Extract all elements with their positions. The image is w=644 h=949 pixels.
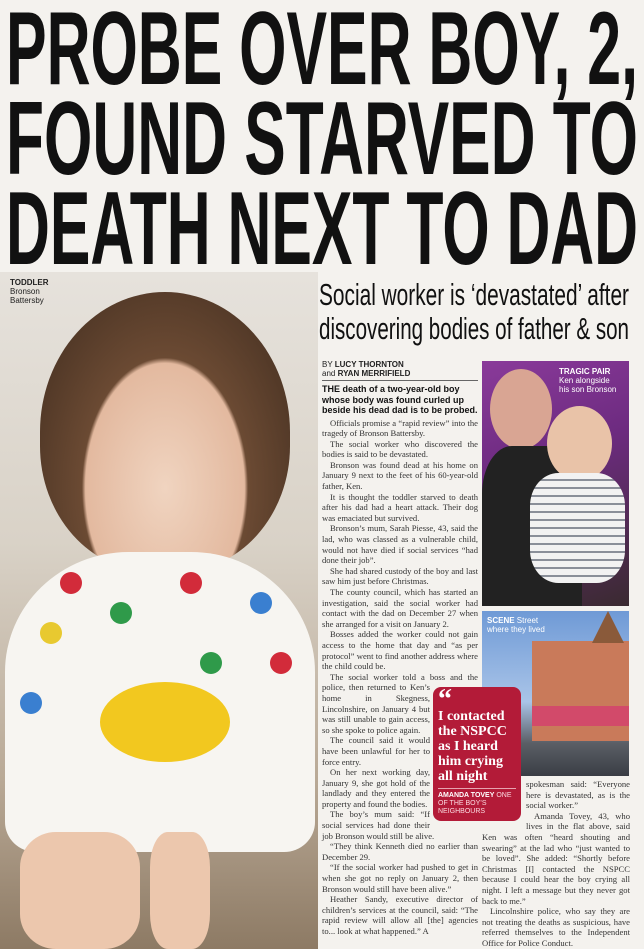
pull-quote-source: AMANDA TOVEY ONE OF THE BOY’S NEIGHBOURS — [438, 788, 516, 816]
baby-onesie — [530, 473, 625, 583]
subheadline-line-2: discovering bodies of father & son — [319, 311, 629, 346]
pair-caption: TRAGIC PAIR Ken alongside his son Bronson — [559, 367, 617, 394]
toddler-head — [40, 292, 290, 572]
headline-line-3: DEATH NEXT TO DAD — [6, 171, 638, 272]
article-paragraph: The social worker told a boss and the police, then returned to Ken’s home in Skegness, Lincolnshire, on January 4 but was still unable to gain access, so she spoke to police again. — [322, 671, 478, 735]
shopfront — [532, 706, 629, 726]
article-column-2 — [482, 779, 630, 949]
article-paragraph: Heather Sandy, executive director of children’s services at the council, said: “The rapid review will allow all [the] agencies to... look at what happened.” A — [322, 894, 478, 936]
article-paragraph: She had shared custody of the boy and last saw him just before Christmas. — [322, 565, 478, 587]
article-paragraph: Bronson’s mum, Sarah Piesse, 43, said the lad, who was classed as a vulnerable child, would not have died if social services “had done their job”. — [322, 523, 478, 566]
article-paragraph: “If the social worker had pushed to get in when she got no reply on January 2, then Bronson would still have been alive.” — [322, 862, 478, 894]
father-head — [490, 369, 552, 449]
article-paragraph: spokesman said: “Everyone here is devastated, as is the social worker.” — [526, 779, 630, 811]
toddler-caption: TODDLER Bronson Battersby — [10, 278, 49, 305]
article-paragraph: On her next working day, January 9, she got hold of the landlady and they entered the property and found the bodies. — [322, 767, 430, 809]
article-paragraph: Bosses added the worker could not gain access to the home that day and “as per protocol” went to find another address where the child could be. — [322, 629, 478, 672]
article-paragraph: Officials promise a “rapid review” into the tragedy of Bronson Battersby. — [322, 417, 478, 439]
pull-quote-text: I contacted the NSPCC as I heard him crying all night — [438, 709, 507, 784]
byline: BY LUCY THORNTON and RYAN MERRIFIELD — [322, 360, 478, 381]
headline-line-2: FOUND STARVED TO — [6, 81, 638, 197]
subheadline-svg — [318, 276, 636, 348]
headline — [0, 0, 644, 272]
subheadline — [318, 276, 636, 348]
bear-print — [100, 682, 230, 762]
article-paragraph: The county council, which has started an investigation, said the social worker had contact with the dad on December 27 when she arranged for a visit on January 2. — [322, 587, 478, 629]
article-paragraph: The council said it would have been unlawful for her to force entry. — [322, 735, 430, 767]
father-son-photo — [482, 361, 629, 606]
toddler-photo — [0, 272, 318, 949]
scene-caption: SCENE Street where they lived — [487, 616, 545, 634]
headline-svg — [0, 0, 644, 272]
article-paragraph: The social worker who discovered the bodies is said to be devastated. — [322, 438, 478, 460]
building — [532, 641, 629, 741]
article-paragraph: The boy’s mum said: “If social services had done their job Bronson would still be alive. — [322, 809, 435, 841]
quote-mark-icon: “ — [438, 684, 452, 715]
article-intro: THE death of a two-year-old boy whose body was found curled up beside his dead dad is to be probed. — [322, 384, 478, 415]
article-column-1 — [322, 360, 478, 937]
article-paragraph: Amanda Tovey, 43, who lives in the flat above, said Ken was often “heard shouting and swearing” at the lad who “just wanted to be loved”. She added: “Shortly before Christmas [I] contacted the NSPCC because I could hear the boy crying all night. I left a message but they never got back to me.” — [482, 810, 630, 906]
baby-head — [547, 406, 612, 481]
headline-line-1: PROBE OVER BOY, 2, — [6, 0, 638, 107]
article-paragraph: Lincolnshire police, who say they are not treating the deaths as suspicious, have referred themselves to the Independent Office for Police Conduct. — [482, 906, 630, 948]
article-paragraph: Bronson was found dead at his home on January 9 next to the feet of his 60-year-old father, Ken. — [322, 459, 478, 492]
article-paragraph: It is thought the toddler starved to death after his dad had a heart attack. Their dog was emaciated but survived. — [322, 491, 478, 523]
article-paragraph: “They think Kenneth died no earlier than December 29. — [322, 841, 478, 862]
subheadline-line-1: Social worker is ‘devastated’ after — [319, 277, 629, 312]
